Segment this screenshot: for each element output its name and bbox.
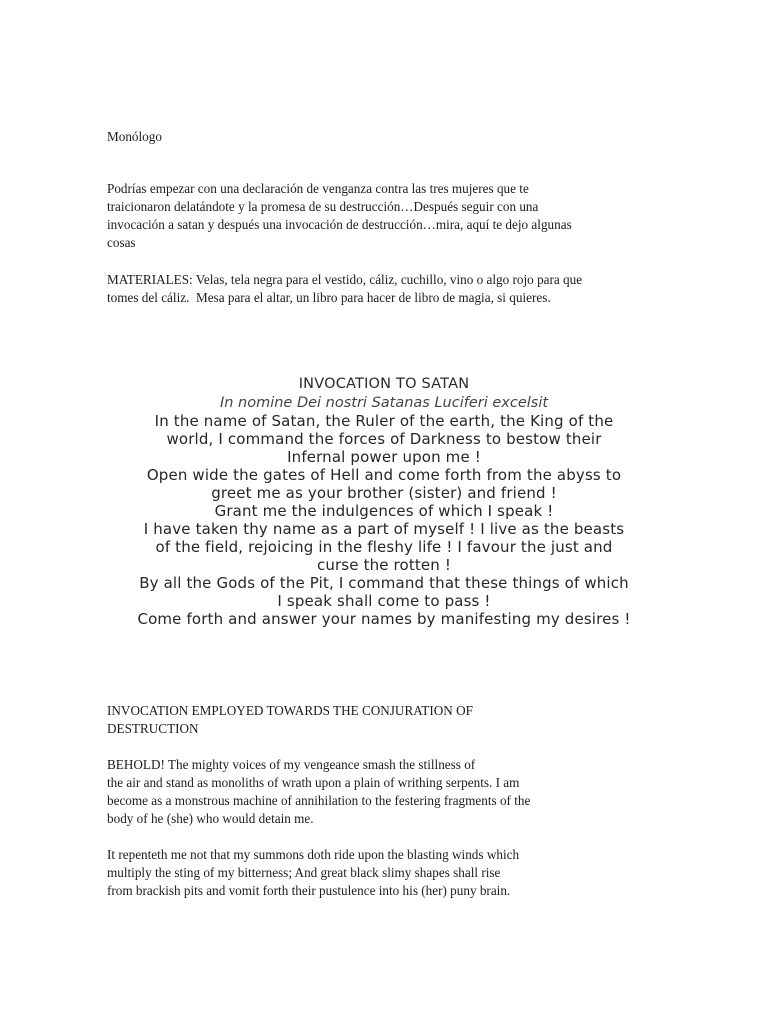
invocation-line: Infernal power upon me ! xyxy=(287,448,481,466)
invocation-line: curse the rotten ! xyxy=(316,556,452,574)
conjuration-title-line: DESTRUCTION xyxy=(107,721,199,736)
invocation-title: INVOCATION TO SATAN xyxy=(298,376,470,392)
conjuration-line: body of he (she) who would detain me. xyxy=(107,811,314,826)
conjuration-line: the air and stand as monoliths of wrath upon a plain of writhing serpents. I am xyxy=(107,775,520,790)
materials-paragraph xyxy=(107,271,667,307)
invocation-line: I have taken thy name as a part of myself ! I live as the beasts xyxy=(143,520,625,538)
invocation-line: I speak shall come to pass ! xyxy=(277,592,491,610)
conjuration-title xyxy=(107,702,667,738)
materials-line: MATERIALES: Velas, tela negra para el vestido, cáliz, cuchillo, vino o algo rojo para que xyxy=(107,272,583,287)
invocation-line: of the field, rejoicing in the fleshy life ! I favour the just and xyxy=(155,538,613,556)
intro-line: invocación a satan y después una invocación de destrucción…mira, aquí te dejo algunas xyxy=(107,217,572,232)
invocation-line: By all the Gods of the Pit, I command that these things of which xyxy=(139,574,629,592)
invocation-line: greet me as your brother (sister) and friend ! xyxy=(211,484,557,502)
conjuration-paragraph-1 xyxy=(107,756,667,828)
invocation-subtitle: In nomine Dei nostri Satanas Luciferi excelsit xyxy=(219,395,549,411)
invocation-line: In the name of Satan, the Ruler of the earth, the King of the xyxy=(154,412,614,430)
intro-line: Podrías empezar con una declaración de venganza contra las tres mujeres que te xyxy=(107,181,529,196)
invocation-line: Open wide the gates of Hell and come forth from the abyss to xyxy=(146,466,622,484)
invocation-line: Grant me the indulgences of which I speak ! xyxy=(214,502,554,520)
conjuration-line: from brackish pits and vomit forth their pustulence into his (her) puny brain. xyxy=(107,883,511,898)
conjuration-line: multiply the sting of my bitterness; And great black slimy shapes shall rise xyxy=(107,865,501,880)
conjuration-line: BEHOLD! The mighty voices of my vengeance smash the stillness of xyxy=(107,757,476,772)
conjuration-title-line: INVOCATION EMPLOYED TOWARDS THE CONJURATION OF xyxy=(107,703,473,718)
conjuration-paragraph-2 xyxy=(107,846,667,900)
invocation-body xyxy=(104,412,664,628)
intro-paragraph xyxy=(107,180,667,252)
invocation-line: world, I command the forces of Darkness to bestow their xyxy=(166,430,602,448)
heading-text: Monólogo xyxy=(107,129,162,144)
intro-line: cosas xyxy=(107,235,136,250)
conjuration-line: become as a monstrous machine of annihilation to the festering fragments of the xyxy=(107,793,531,808)
intro-line: traicionaron delatándote y la promesa de su destrucción…Después seguir con una xyxy=(107,199,539,214)
conjuration-line: It repenteth me not that my summons doth ride upon the blasting winds which xyxy=(107,847,520,862)
monologo-heading xyxy=(107,128,667,146)
invocation-line: Come forth and answer your names by manifesting my desires ! xyxy=(137,610,631,628)
invocation-section xyxy=(104,374,664,628)
materials-line: tomes del cáliz. Mesa para el altar, un libro para hacer de libro de magia, si quieres. xyxy=(107,290,551,305)
